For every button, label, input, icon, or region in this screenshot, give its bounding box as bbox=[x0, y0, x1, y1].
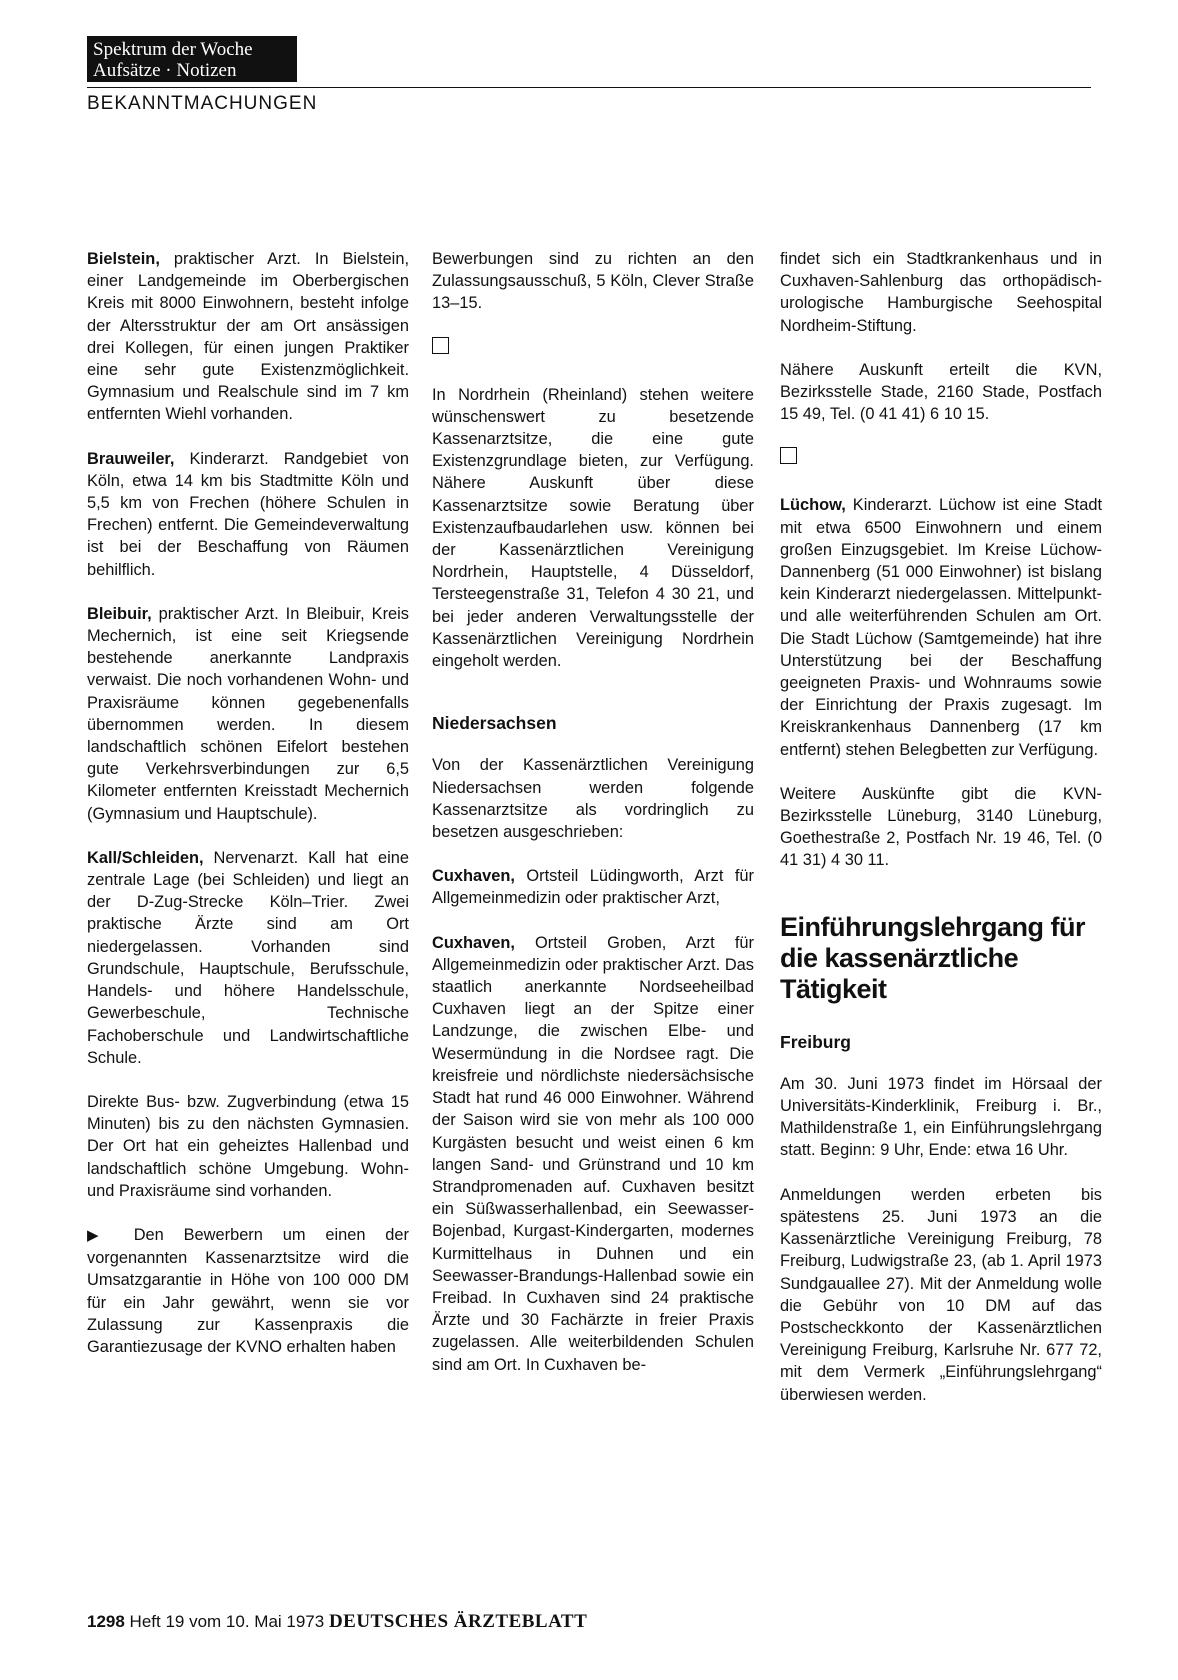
paragraph-niedersachsen-intro: Von der Kassenärztlichen Vereinigung Niedersachsen werden folgende Kassenarztsitze als vordringlich zu besetzen ausgeschrieben: bbox=[432, 756, 754, 842]
place-name: Kall/Schleiden, bbox=[87, 848, 204, 867]
square-separator-icon bbox=[432, 337, 449, 354]
square-separator-icon bbox=[780, 447, 797, 464]
page-footer bbox=[87, 1611, 587, 1633]
triangle-right-icon: ▶ bbox=[87, 1226, 114, 1244]
paragraph-kvn-lueneburg: Weitere Auskünfte gibt die KVN-Bezirksstelle Lüneburg, 3140 Lüneburg, Goethestraße 2, Postfach Nr. 19 46, Tel. (0 41 31) 4 30 11. bbox=[780, 784, 1102, 870]
notice-text: Kinderarzt. Lüchow ist eine Stadt mit etwa 6500 Einwohnern und einem großen Einzugsgebiet. Im Kreise Lüchow-Dannenberg (51 000 Einwohner) ist bislang kein Kinderarzt niedergelassen. Mittelpunkt- und alle weiterführenden Schulen am Ort. Die Stadt Lüchow (Samtgemeinde) hat ihre Unterstützung bei der Beschaffung geeigneten Praxis- und Wohnraums sowie der Einrichtung der Praxis zugesagt. Im Kreiskrankenhaus Dannenberg (17 km entfernt) stehen Belegbetten zur Verfügung. bbox=[780, 496, 1102, 759]
notice-text: praktischer Arzt. In Bleibuir, Kreis Mechernich, ist eine seit Kriegsende bestehende anerkannte Landpraxis verwaist. Die noch vorhandenen Wohn- und Praxisräume können gegebenenfalls übernommen werden. In diesem landschaftlich schönen Eifelort bestehen gute Verkehrsverbindungen zur 6,5 Kilometer entfernten Kreisstadt Mechernich (Gymnasium und Hauptschule). bbox=[87, 604, 409, 823]
subhead-niedersachsen: Niedersachsen bbox=[432, 713, 557, 734]
notice-text: praktischer Arzt. In Bielstein, einer Landgemeinde im Oberbergischen Kreis mit 8000 Einwohnern, besteht infolge der Altersstruktur der am Ort ansässigen drei Kollegen, für einen jungen Praktiker eine sehr gute Existenzmöglichkeit. Gymnasium und Realschule sind im 7 km entfernten Wiehl vorhanden. bbox=[87, 250, 409, 424]
notice-kall-schleiden-cont bbox=[87, 1091, 409, 1202]
notice-text: Kinderarzt. Randgebiet von Köln, etwa 14 km bis Stadtmitte Köln und 5,5 km von Frechen (höhere Schulen in Frechen) entfernt. Die Gemeindeverwaltung ist bei der Beschaffung von Räumen behilflich. bbox=[87, 449, 409, 579]
magazine-name: DEUTSCHES ÄRZTEBLATT bbox=[328, 1611, 588, 1632]
article-title: Einführungslehrgang für die kassenärztliche Tätigkeit bbox=[780, 911, 1085, 1004]
notice-luechow bbox=[780, 494, 1102, 760]
issue-info: Heft 19 vom 10. Mai 1973 bbox=[124, 1612, 329, 1631]
notice-cuxhaven-groben bbox=[432, 932, 754, 1376]
page-number: 1298 bbox=[87, 1612, 125, 1631]
section-title: BEKANNTMACHUNGEN bbox=[87, 93, 318, 114]
notice-text: Ortsteil Lüdingworth, Arzt für Allgemeinmedizin oder praktischer Arzt, bbox=[432, 867, 754, 908]
place-name: Lüchow, bbox=[780, 496, 846, 515]
paragraph-freiburg-date: Am 30. Juni 1973 findet im Hörsaal der Universitäts-Kinderklinik, Freiburg i. Br., Mathildenstraße 1, ein Einführungslehrgang statt. Beginn: 9 Uhr, Ende: etwa 16 Uhr. bbox=[780, 1074, 1102, 1160]
rubric-label bbox=[87, 36, 297, 82]
paragraph-kvn-stade: Nähere Auskunft erteilt die KVN, Bezirksstelle Stade, 2160 Stade, Postfach 15 49, Tel. (0 41 41) 6 10 15. bbox=[780, 360, 1102, 424]
notice-text: Direkte Bus- bzw. Zugverbindung (etwa 15 Minuten) bis zu den nächsten Gymnasien. Der Ort hat ein geheiztes Hallenbad und landschaftlich schöne Umgebung. Wohn- und Praxisräume sind vorhanden. bbox=[87, 1092, 409, 1200]
place-name: Bielstein, bbox=[87, 250, 160, 268]
notice-bielstein bbox=[87, 248, 409, 426]
subhead-freiburg: Freiburg bbox=[780, 1031, 851, 1052]
paragraph-nordrhein: In Nordrhein (Rheinland) stehen weitere wünschenswert zu besetzende Kassenarztsitze, die eine gute Existenzgrundlage bieten, zur Verfügung. Nähere Auskunft über diese Kassenarztsitze sowie Beratung über Existenzaufbaudarlehen usw. können bei der Kassenärztlichen Vereinigung Nordrhein, Hauptstelle, 4 Düsseldorf, Tersteegenstraße 31, Telefon 4 30 21, und bei jeder anderen Verwaltungsstelle der Kassenärztlichen Vereinigung Nordrhein eingeholt werden. bbox=[432, 385, 754, 671]
column-2 bbox=[432, 248, 754, 1398]
notice-umsatzgarantie bbox=[87, 1224, 409, 1358]
paragraph-cuxhaven-cont: findet sich ein Stadtkrankenhaus und in Cuxhaven-Sahlenburg das orthopädisch-urologische Hamburgische Seehospital Nordheim-Stiftung. bbox=[780, 250, 1102, 335]
header-rule bbox=[87, 87, 1091, 88]
place-name: Brauweiler, bbox=[87, 449, 175, 468]
place-name: Cuxhaven, bbox=[432, 933, 515, 952]
paragraph-bewerbungen: Bewerbungen sind zu richten an den Zulassungsausschuß, 5 Köln, Clever Straße 13–15. bbox=[432, 250, 754, 313]
column-3 bbox=[780, 248, 1102, 1428]
notice-text: Ortsteil Groben, Arzt für Allgemeinmedizin oder praktischer Arzt. Das staatlich anerkannte Nordseeheilbad Cuxhaven liegt an der Spitze einer Landzunge, die zwischen Elbe- und Wesermündung in die Nordsee ragt. Die kreisfreie und nördlichste niedersächsische Stadt hat rund 46 000 Einwohner. Während der Saison wird sie von mehr als 100 000 Kurgästen besucht und weist einen 6 km langen Sand- und Grünstrand und 10 km Strandpromenaden auf. Cuxhaven besitzt ein Süßwasserhallenbad, ein Seewasser-Bojenbad, Kurgast-Kindergarten, modernes Kurmittelhaus in Duhnen und ein Seewasser-Brandungs-Hallenbad sowie ein Freibad. In Cuxhaven sind 24 praktische Ärzte und 30 Fachärzte in freier Praxis zugelassen. Alle weiterbildenden Schulen sind am Ort. In Cuxhaven be- bbox=[432, 933, 754, 1374]
notice-bleibuir bbox=[87, 603, 409, 825]
notice-cuxhaven-luedingworth bbox=[432, 865, 754, 909]
column-1 bbox=[87, 248, 409, 1380]
place-name: Bleibuir, bbox=[87, 604, 152, 623]
notice-kall-schleiden bbox=[87, 847, 409, 1069]
paragraph-freiburg-registration: Anmeldungen werden erbeten bis spätestens 25. Juni 1973 an die Kassenärztliche Vereinigung Freiburg, 78 Freiburg, Ludwigstraße 23, (ab 1. April 1973 Sundgauallee 27). Mit der Anmeldung wolle die Gebühr von 10 DM auf das Postscheckkonto der Kassenärztlichen Vereinigung Freiburg, Karlsruhe Nr. 677 72, mit dem Vermerk „Einführungslehrgang“ überwiesen werden. bbox=[780, 1185, 1102, 1404]
notice-brauweiler bbox=[87, 448, 409, 581]
place-name: Cuxhaven, bbox=[432, 867, 515, 886]
rubric-line-1: Spektrum der Woche bbox=[93, 39, 253, 60]
notice-text: Den Bewerbern um einen der vorgenannten Kassenarztsitze wird die Umsatzgarantie in Höhe von 100 000 DM für ein Jahr gewährt, wenn sie vor Zulassung zur Kassenpraxis die Garantiezusage der KVNO erhalten haben bbox=[87, 1225, 409, 1356]
rubric-line-2: Aufsätze · Notizen bbox=[93, 60, 237, 81]
notice-text: Nervenarzt. Kall hat eine zentrale Lage (bei Schleiden) und liegt an der D-Zug-Strecke Köln–Trier. Zwei praktische Ärzte sind am Ort niedergelassen. Vorhanden sind Grundschule, Hauptschule, Berufsschule, Handels- und höhere Handelsschule, Gewerbeschule, Technische Fachoberschule und Landwirtschaftliche Schule. bbox=[87, 848, 409, 1067]
